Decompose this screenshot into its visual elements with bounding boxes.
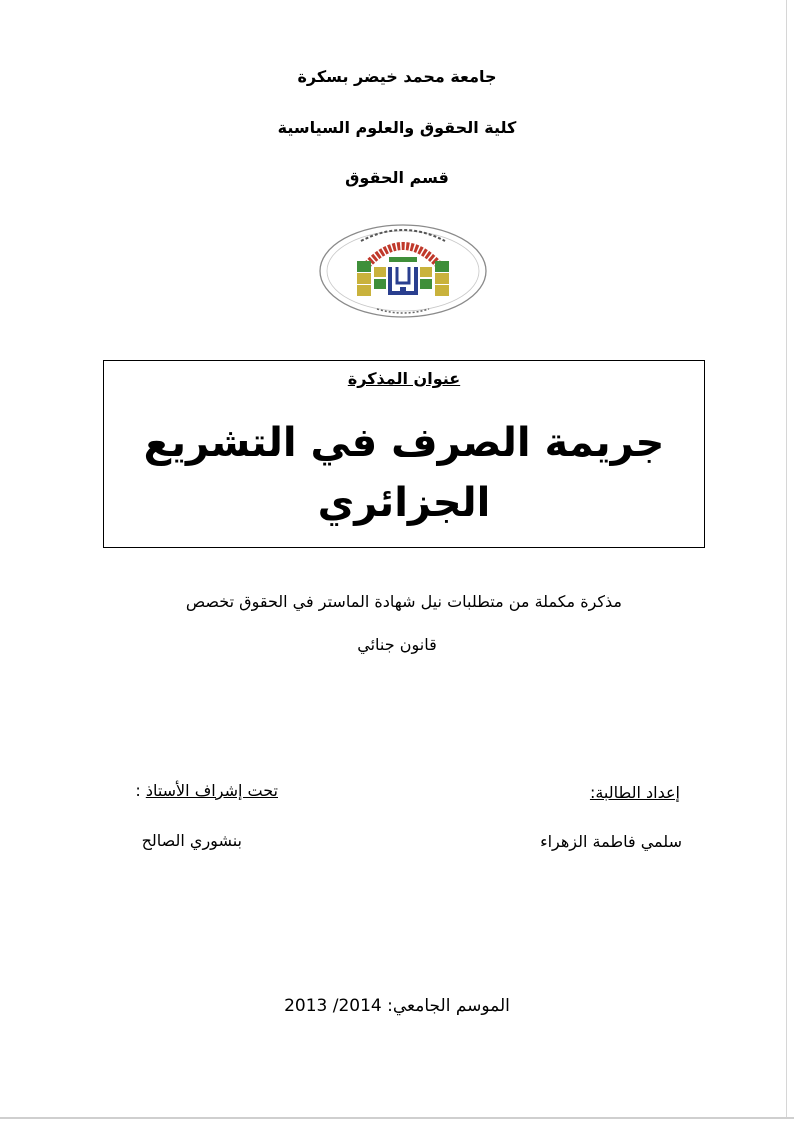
supervisor-label-colon: :	[135, 781, 146, 800]
student-name: سلمي فاطمة الزهراء	[540, 832, 682, 851]
department-name: قسم الحقوق	[345, 168, 449, 187]
student-label: إعداد الطالبة:	[589, 783, 680, 802]
thesis-title-line2: الجزائري	[317, 480, 491, 526]
thesis-title-line1: جريمة الصرف في التشريع	[143, 420, 665, 466]
thesis-description: مذكرة مكملة من متطلبات نيل شهادة الماستر في الحقوق تخصص	[185, 592, 622, 611]
supervisor-label-text: تحت إشراف الأستاذ	[145, 781, 278, 800]
page-edge-bottom	[0, 1117, 794, 1119]
supervisor-label	[135, 780, 278, 802]
academic-season-label: الموسم الجامعي:	[387, 996, 510, 1016]
specialty: قانون جنائي	[357, 635, 437, 654]
thesis-title-box	[103, 360, 705, 548]
thesis-title	[104, 413, 704, 533]
thesis-title-label: عنوان المذكرة	[347, 369, 461, 388]
academic-season-year: 2013 /2014	[284, 996, 382, 1016]
academic-season	[0, 994, 794, 1018]
faculty-name: كلية الحقوق والعلوم السياسية	[277, 118, 517, 137]
university-name: جامعة محمد خيضر بسكرة	[297, 67, 497, 86]
university-seal-icon	[317, 221, 489, 321]
supervisor-name: بنشوري الصالح	[141, 831, 242, 850]
